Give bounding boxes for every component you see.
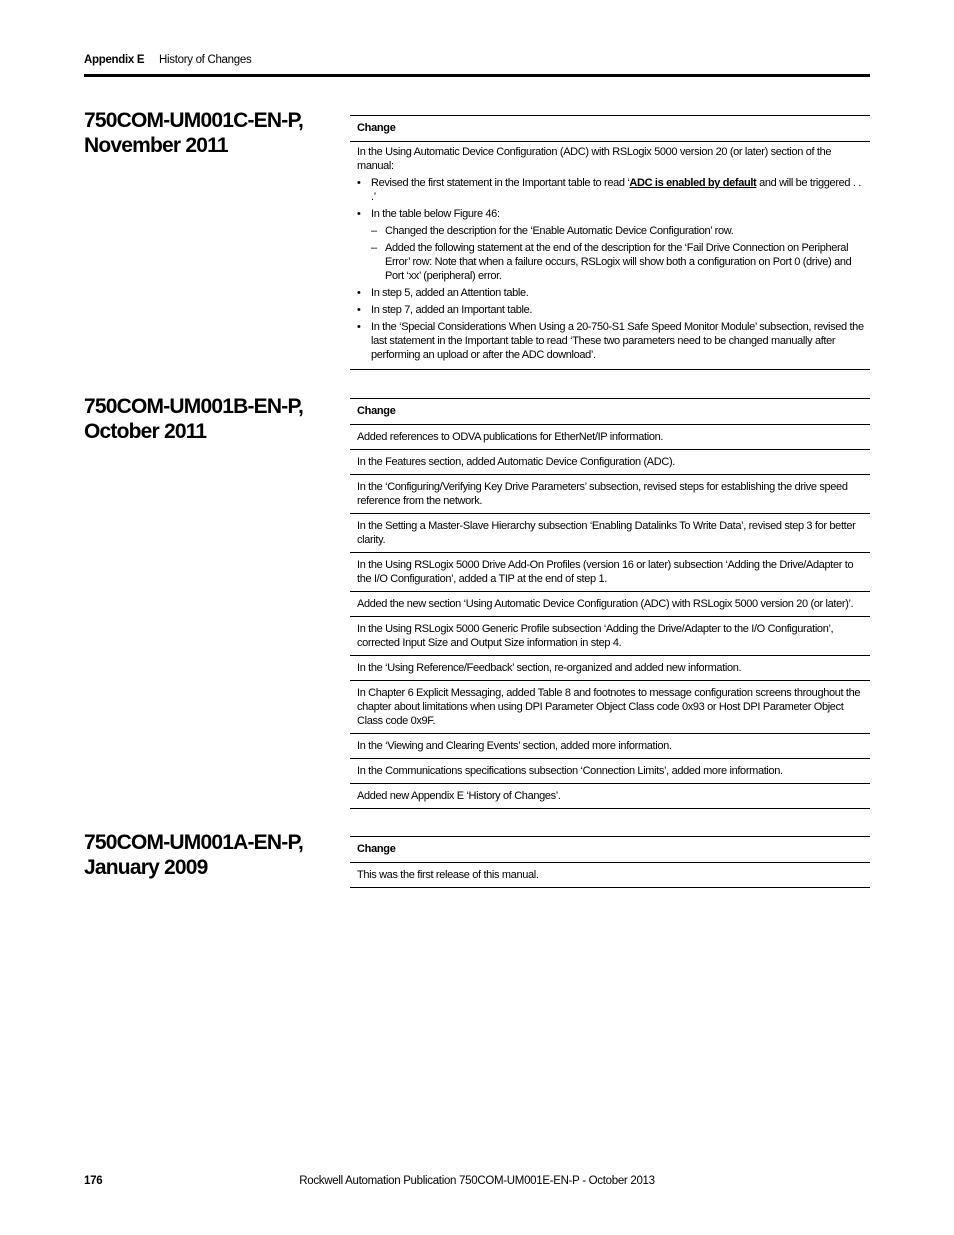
list-item: – Added the following statement at the end of the description for the ‘Fail Drive Connection on Peripheral Error’ row: Note that when a failure occurs, RSLogix will show both a configuration on Port 0 (drive) and Port ‘xx’ (peripheral) error.: [371, 241, 864, 283]
row-intro: In the Using Automatic Device Configuration (ADC) with RSLogix 5000 version 20 (or later) section of the manual:: [357, 146, 832, 172]
table-row: In the Using RSLogix 5000 Generic Profile subsection ‘Adding the Drive/Adapter to the I/O Configuration’, corrected Input Size and Output Size information in step 4.: [350, 617, 870, 656]
change-table-um001c: [350, 115, 870, 370]
table-row: In the Using RSLogix 5000 Drive Add-On Profiles (version 16 or later) subsection ‘Adding the Drive/Adapter to the I/O Configuration’, added a TIP at the end of step 1.: [350, 553, 870, 592]
section-title-line: 750COM-UM001B-EN-P,: [84, 395, 303, 418]
section-title-line: 750COM-UM001A-EN-P,: [84, 831, 303, 854]
list-item: • In step 5, added an Attention table.: [357, 286, 864, 300]
appendix-label: Appendix E: [84, 54, 145, 66]
header-rule: [84, 74, 870, 77]
page-footer: [84, 1175, 870, 1191]
table-row: In the Setting a Master-Slave Hierarchy subsection ‘Enabling Datalinks To Write Data’, revised step 3 for better clarity.: [350, 514, 870, 553]
column-header: Change: [350, 116, 870, 142]
list-item: – Changed the description for the ‘Enable Automatic Device Configuration’ row.: [371, 224, 864, 238]
list-item-text: Revised the first statement in the Important table to read ‘: [371, 177, 630, 189]
table-row: Added the new section ‘Using Automatic Device Configuration (ADC) with RSLogix 5000 version 20 (or later)’.: [350, 592, 870, 617]
table-row: In Chapter 6 Explicit Messaging, added Table 8 and footnotes to message configuration screens throughout the chapter about limitations when using DPI Parameter Object Class code 0x93 or Host DPI Parameter Object Class code 0x9F.: [350, 681, 870, 734]
running-header: [84, 54, 870, 74]
section-title-line: November 2011: [84, 134, 228, 157]
column-header: Change: [350, 837, 870, 863]
change-table-um001b: [350, 398, 870, 809]
table-row: In the Features section, added Automatic Device Configuration (ADC).: [350, 450, 870, 475]
dash-list: [371, 224, 864, 283]
section-title-um001b: [84, 394, 334, 444]
table-row: Added new Appendix E ‘History of Changes’.: [357, 790, 561, 802]
table-row: [350, 142, 870, 369]
list-item: [357, 207, 864, 283]
list-item-text: In the table below Figure 46:: [371, 208, 500, 220]
section-title-line: January 2009: [84, 856, 208, 879]
chapter-title: History of Changes: [159, 54, 252, 66]
page-number: 176: [84, 1175, 103, 1187]
table-row: Added references to ODVA publications for EtherNet/IP information.: [350, 425, 870, 450]
list-item-text: and will be triggered . . .’: [371, 177, 862, 203]
table-row: In the ‘Using Reference/Feedback’ section, re-organized and added new information.: [350, 656, 870, 681]
list-item: [357, 176, 864, 204]
publication-info: Rockwell Automation Publication 750COM-UM001E-EN-P - October 2013: [299, 1175, 655, 1187]
list-item: • In the ‘Special Considerations When Using a 20-750-S1 Safe Speed Monitor Module’ subsection, revised the last statement in the Important table to read ‘These two parameters need to be changed manually after performing an upload or after the ADC download’.: [357, 320, 864, 362]
section-title-line: 750COM-UM001C-EN-P,: [84, 109, 303, 132]
table-row: This was the first release of this manual.: [357, 869, 539, 881]
list-item: • In step 7, added an Important table.: [357, 303, 864, 317]
table-row: In the ‘Viewing and Clearing Events’ section, added more information.: [350, 734, 870, 759]
section-title-um001c: [84, 108, 334, 158]
change-table-um001a: [350, 836, 870, 888]
column-header: Change: [350, 399, 870, 425]
section-title-um001a: [84, 830, 334, 880]
section-title-line: October 2011: [84, 420, 207, 443]
bullet-list: [357, 176, 864, 362]
table-row: In the ‘Configuring/Verifying Key Drive Parameters’ subsection, revised steps for establishing the drive speed reference from the network.: [350, 475, 870, 514]
emphasis-text: ADC is enabled by default: [629, 177, 757, 189]
table-row: In the Communications specifications subsection ‘Connection Limits’, added more information.: [350, 759, 870, 784]
